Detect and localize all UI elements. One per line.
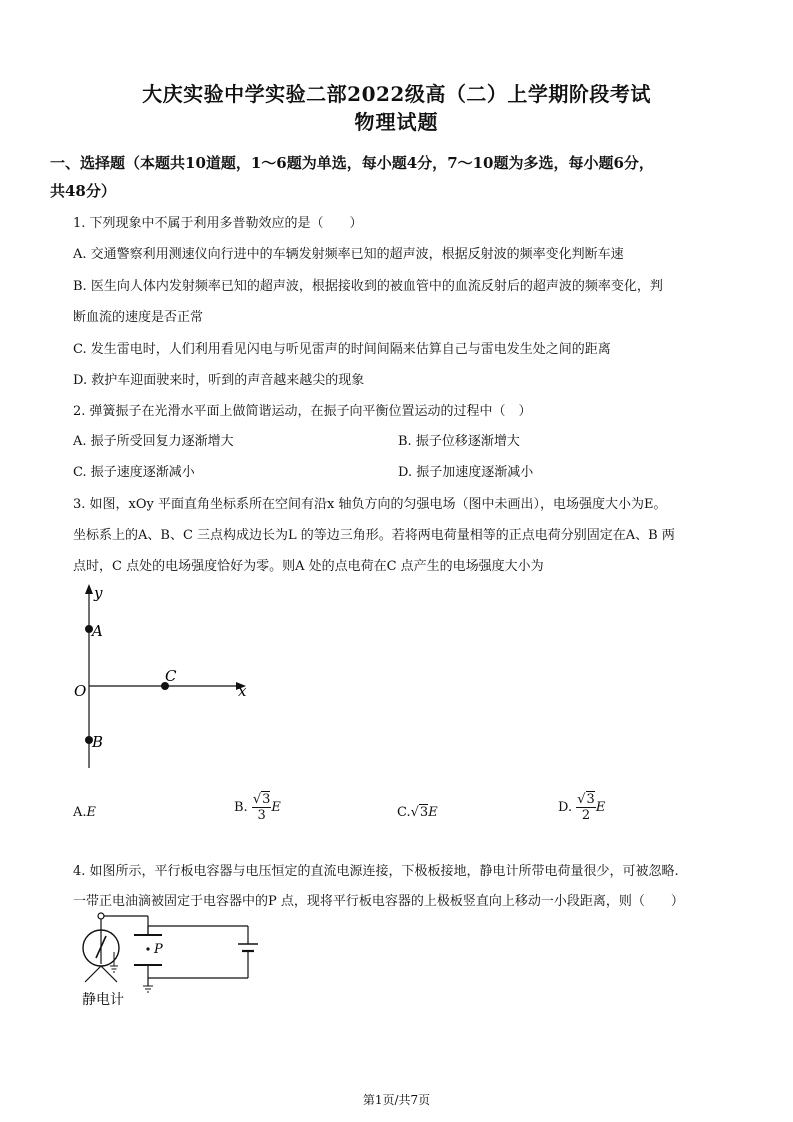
origin-label: O (74, 682, 87, 700)
x-label: x (238, 682, 247, 700)
q2-option-c: C. 振子速度逐渐减小 (73, 465, 195, 480)
y-label: y (94, 584, 103, 602)
exam-title: 大庆实验中学实验二部2022级高（二）上学期阶段考试 (142, 82, 651, 106)
point-c-label: C (165, 667, 177, 685)
q1-option-b-line2: 断血流的速度是否正常 (73, 310, 204, 325)
q2-option-b: B. 振子位移逐渐增大 (398, 434, 520, 449)
q1-option-d: D. 救护车迎面驶来时，听到的声音越来越尖的现象 (73, 373, 365, 388)
point-a-label: A (92, 622, 103, 640)
exam-subtitle: 物理试题 (354, 110, 439, 134)
q4-circuit-figure (70, 908, 270, 1013)
q4-stem-line1: 4. 如图所示，平行板电容器与电压恒定的直流电源连接，下极板接地，静电计所带电荷量很少，可被忽略. (73, 864, 679, 879)
q4-stem-line2: 一带正电油滴被固定于电容器中的P 点，现将平行板电容器的上极板竖直向上移动一小段距离，则（ ） (73, 894, 684, 909)
q3-option-a: A.E (73, 805, 97, 820)
point-b-label: B (92, 733, 104, 751)
page-footer: 第1页/共7页 (362, 1093, 431, 1107)
q3-coordinate-figure (60, 580, 260, 780)
q2-stem: 2. 弹簧振子在光滑水平面上做简谐运动，在振子向平衡位置运动的过程中（ ） (73, 404, 532, 419)
q3-stem-line3: 点时，C 点处的电场强度恰好为零。则A 处的点电荷在C 点产生的电场强度大小为 (73, 559, 544, 574)
q1-option-a: A. 交通警察利用测速仪向行进中的车辆发射频率已知的超声波，根据反射波的频率变化判断车速 (73, 247, 624, 262)
q3-option-d: D. $\frac{√3}{2}$ E (558, 792, 606, 823)
electrometer-label: 静电计 (82, 992, 124, 1008)
point-p-label: P (154, 942, 163, 957)
q3-option-c: C.√3E (397, 805, 438, 820)
q1-option-b-line1: B. 医生向人体内发射频率已知的超声波，根据接收到的被血管中的血流反射后的超声波的频率变化，判 (73, 279, 663, 294)
q2-option-d: D. 振子加速度逐渐减小 (398, 465, 534, 480)
q3-stem-line1: 3. 如图，xOy 平面直角坐标系所在空间有沿x 轴负方向的匀强电场（图中未画出），电场强度大小为E。 (73, 497, 667, 512)
point-p (146, 947, 149, 950)
q2-option-a: A. 振子所受回复力逐渐增大 (73, 434, 234, 449)
q3-stem-line2: 坐标系上的A、B、C 三点构成边长为L 的等边三角形。若将两电荷量相等的正点电荷分别固定在A、B 两 (73, 528, 675, 543)
section-heading-line1: 一、选择题（本题共10道题，1～6题为单选，每小题4分，7～10题为多选，每小题6分， (50, 154, 654, 172)
electrometer-knob (98, 913, 104, 919)
q1-stem: 1. 下列现象中不属于利用多普勒效应的是（ ） (73, 216, 363, 231)
q3-option-d-fraction: $\frac{√3}{2}$ (577, 792, 595, 823)
q1-option-c: C. 发生雷电时，人们利用看见闪电与听见雷声的时间间隔来估算自己与雷电发生处之间的距离 (73, 342, 611, 357)
section-heading-line2: 共48分） (50, 182, 116, 200)
q3-option-b: B. $\frac{√3}{3}$ E (234, 792, 281, 823)
q3-option-b-fraction: $\frac{√3}{3}$ (252, 792, 271, 823)
y-axis-arrow (85, 584, 93, 594)
